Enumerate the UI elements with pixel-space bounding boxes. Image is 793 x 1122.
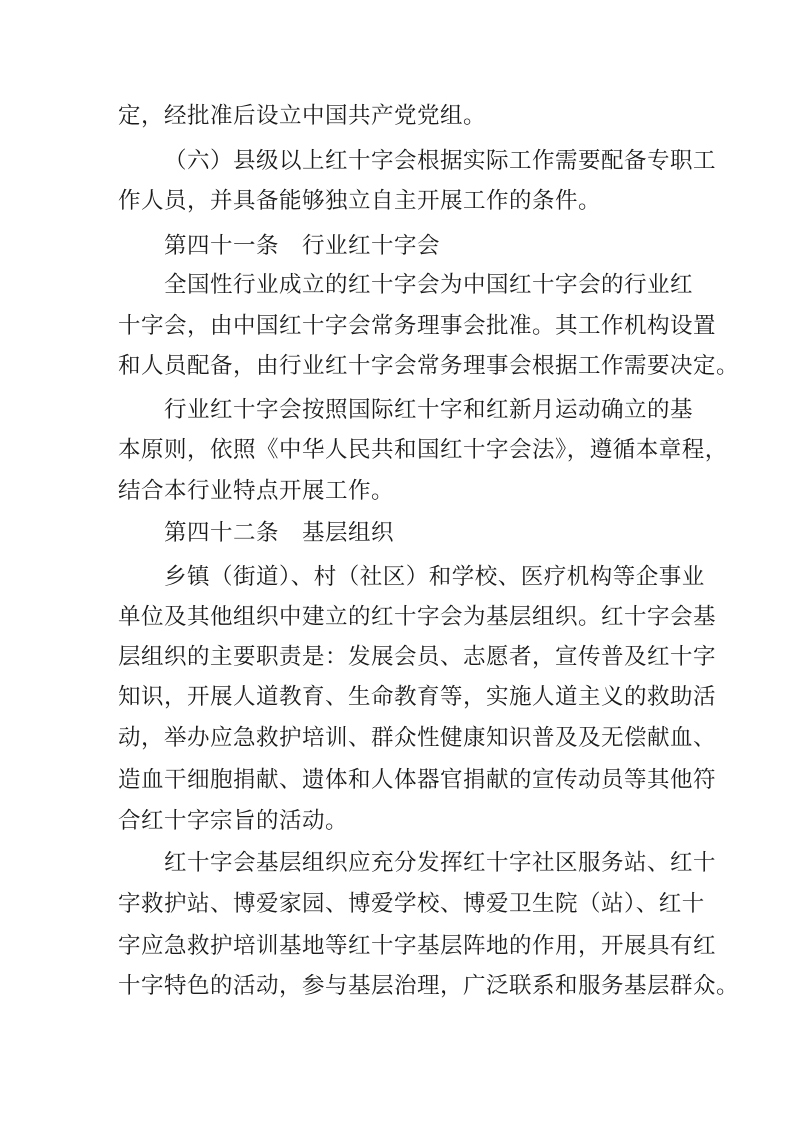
text-line: 字应急救护培训基地等红十字基层阵地的作用，开展具有红 <box>118 933 717 959</box>
text-line: 单位及其他组织中建立的红十字会为基层组织。红十字会基 <box>118 604 717 630</box>
text-line: 定，经批准后设立中国共产党党组。 <box>118 103 487 129</box>
text-line: 合红十字宗旨的活动。 <box>118 808 349 834</box>
text-line: 结合本行业特点开展工作。 <box>118 478 395 504</box>
text-line: 知识，开展人道教育、生命教育等，实施人道主义的救助活 <box>118 684 717 710</box>
article-heading-41: 第四十一条 行业红十字会 <box>164 233 441 259</box>
text-line: 层组织的主要职责是：发展会员、志愿者，宣传普及红十字 <box>118 644 717 670</box>
text-line: 十字特色的活动，参与基层治理，广泛联系和服务基层群众。 <box>118 973 740 999</box>
text-line: （六）县级以上红十字会根据实际工作需要配备专职工 <box>164 148 717 174</box>
text-line: 十字会，由中国红十字会常务理事会批准。其工作机构设置 <box>118 313 717 339</box>
text-line: 造血干细胞捐献、遗体和人体器官捐献的宣传动员等其他符 <box>118 767 717 793</box>
text-line: 行业红十字会按照国际红十字和红新月运动确立的基 <box>164 397 694 423</box>
text-line: 全国性行业成立的红十字会为中国红十字会的行业红 <box>164 272 694 298</box>
article-heading-42: 第四十二条 基层组织 <box>164 520 395 546</box>
text-line: 红十字会基层组织应充分发挥红十字社区服务站、红十 <box>164 850 717 876</box>
text-line: 作人员，并具备能够独立自主开展工作的条件。 <box>118 188 602 214</box>
text-line: 本原则，依照《中华人民共和国红十字会法》，遵循本章程， <box>118 437 728 463</box>
text-line: 动，举办应急救护培训、群众性健康知识普及及无偿献血、 <box>118 725 717 751</box>
text-line: 字救护站、博爱家园、博爱学校、博爱卫生院（站）、红十 <box>118 891 705 917</box>
text-line: 和人员配备，由行业红十字会常务理事会根据工作需要决定。 <box>118 353 740 379</box>
text-line: 乡镇（街道）、村（社区）和学校、医疗机构等企事业 <box>164 564 705 590</box>
